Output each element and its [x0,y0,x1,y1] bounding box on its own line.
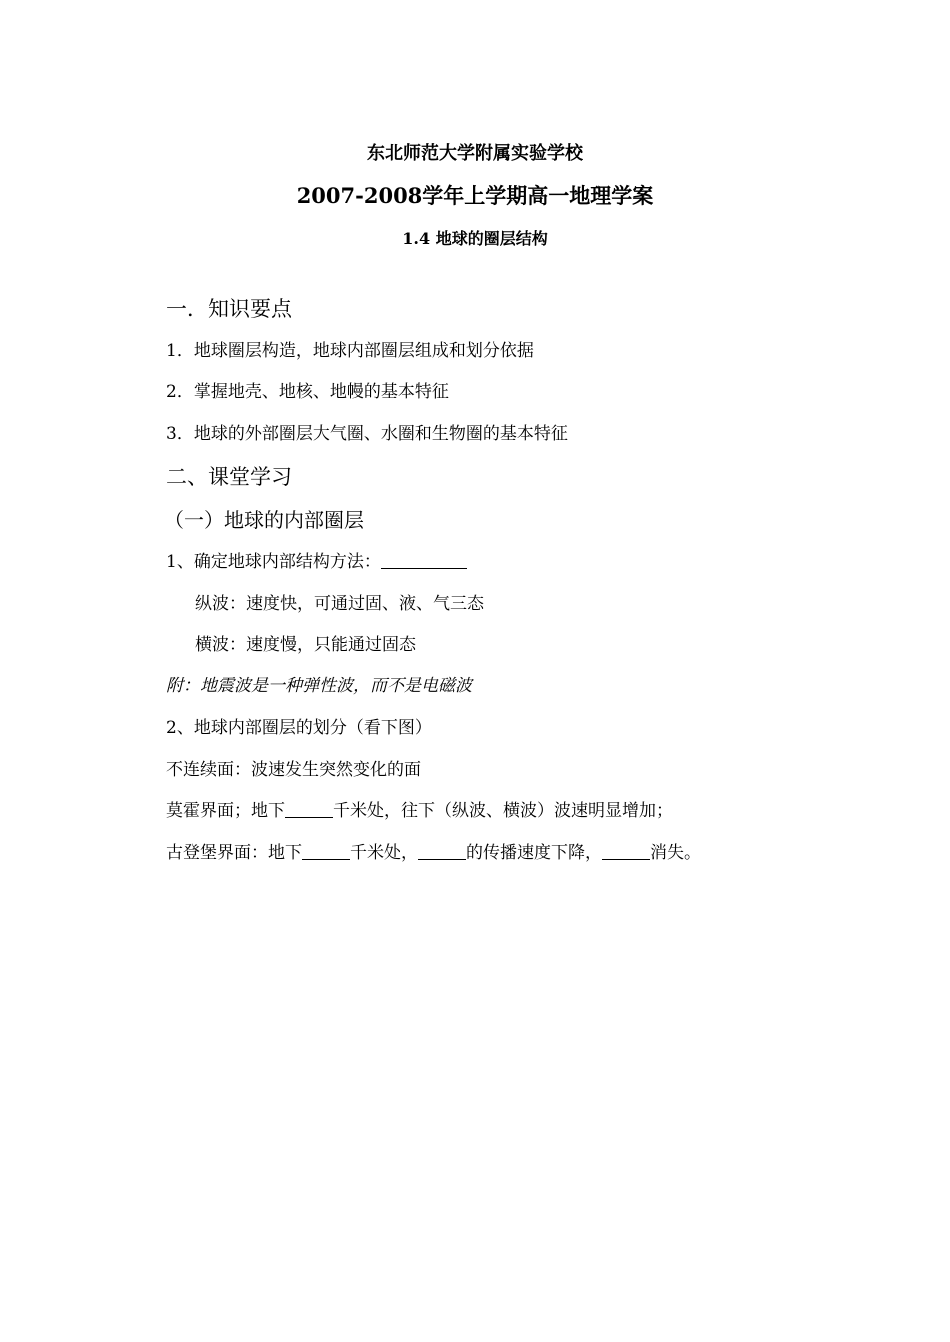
moho-text-b: 千米处，往下（纵波、横波）波速明显增加； [333,801,673,821]
question-1 [166,554,467,571]
gutenberg-text-b: 千米处， [350,843,418,863]
longitudinal-wave-line: 纵波：速度快，可通过固、液、气三态 [195,594,484,614]
gutenberg-depth-blank[interactable] [302,858,350,860]
gutenberg-wave-blank-1[interactable] [418,858,466,860]
question-2: 2、地球内部圈层的划分（看下图） [166,718,432,738]
subsection-heading: （一）地球的内部圈层 [164,508,364,532]
knowledge-item-1: 1．地球圈层构造，地球内部圈层组成和划分依据 [166,341,534,361]
gutenberg-wave-blank-2[interactable] [602,858,650,860]
school-name: 东北师范大学附属实验学校 [367,143,583,164]
transverse-wave-line: 横波：速度慢，只能通过固态 [195,635,416,655]
question-1-text: 1、确定地球内部结构方法： [166,552,381,572]
lesson-title: 1.4 地球的圈层结构 [402,229,548,248]
section1-heading: 一．知识要点 [166,297,292,321]
discontinuity-definition: 不连续面：波速发生突然变化的面 [166,760,421,780]
moho-depth-blank[interactable] [285,816,333,818]
knowledge-item-2: 2．掌握地壳、地核、地幔的基本特征 [166,382,449,402]
gutenberg-line [166,845,701,862]
answer-blank[interactable] [381,567,467,569]
note-line: 附：地震波是一种弹性波，而不是电磁波 [166,676,472,696]
section2-heading: 二、课堂学习 [166,465,292,489]
gutenberg-text-d: 消失。 [650,843,701,863]
gutenberg-text-a: 古登堡界面：地下 [166,843,302,863]
knowledge-item-3: 3．地球的外部圈层大气圈、水圈和生物圈的基本特征 [166,424,568,444]
moho-text-a: 莫霍界面；地下 [166,801,285,821]
term-title: 2007-2008学年上学期高一地理学案 [296,183,654,208]
moho-line [166,803,673,820]
gutenberg-text-c: 的传播速度下降， [466,843,602,863]
